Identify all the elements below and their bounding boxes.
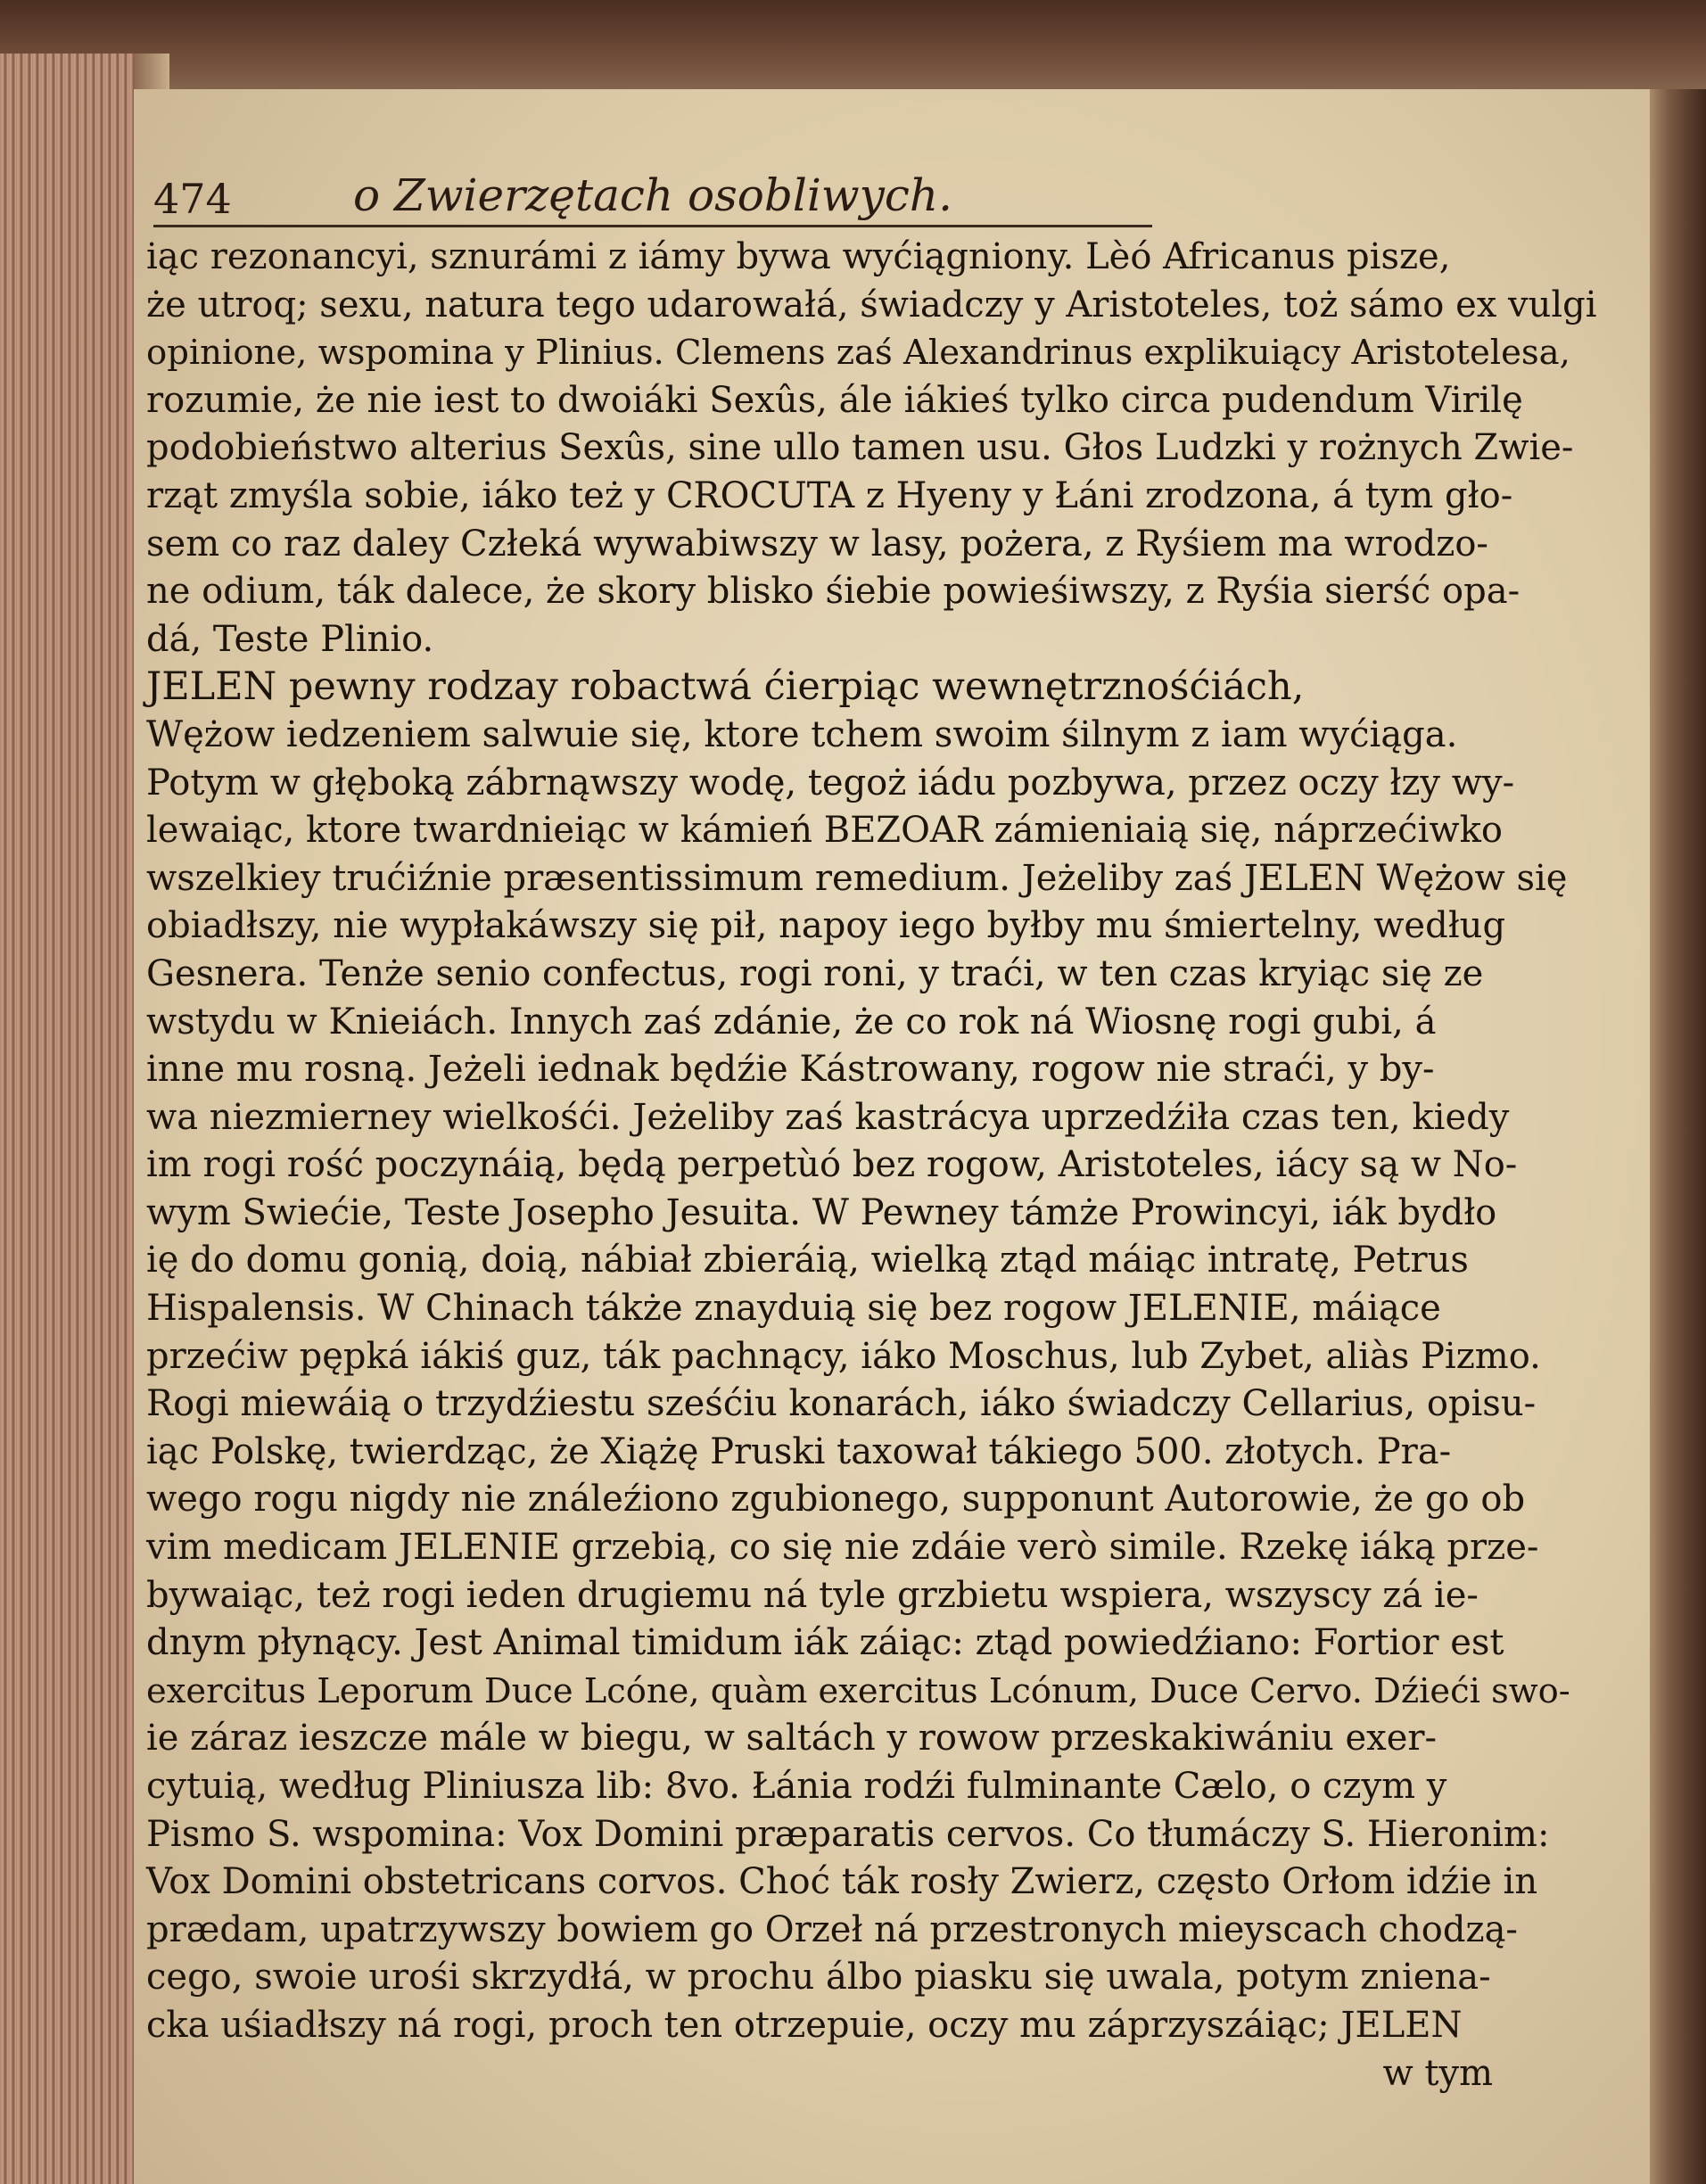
text-line: Vox Domini obstetricans corvos. Choć ták rosły Zwierz, często Orłom idźie in (146, 1861, 1538, 1903)
text-line: Hispalensis. W Chinach tákże znayduią się bez rogow JELENIE, máiące (146, 1288, 1441, 1330)
text-line: dá, Teste Plinio. (146, 618, 434, 660)
text-line: opinione, wspomina y Plinius. Clemens zaś Alexandrinus explikuiący Aristotelesa, (146, 333, 1570, 374)
body-text (146, 234, 1600, 2097)
catchword: w tym (1382, 2052, 1493, 2094)
text-line: vim medicam JELENIE grzebią, co się nie zdáie verò simile. Rzekę iáką prze- (146, 1527, 1539, 1569)
running-head (153, 169, 1152, 237)
text-line: cka uśiadłszy ná rogi, proch ten otrzepuie, oczy mu záprzyszáiąc; JELEN (146, 2004, 1463, 2046)
text-line: podobieństwo alterius Sexûs, sine ullo tamen usu. Głos Ludzki y rożnych Zwie- (146, 427, 1574, 469)
text-line: exercitus Leporum Duce Lcóne, quàm exercitus Lcónum, Duce Cervo. Dźieći swo- (146, 1670, 1570, 1711)
text-line: ie záraz ieszcze mále w biegu, w saltách y rowow przeskakiwániu exer- (146, 1718, 1438, 1760)
header-rule (153, 225, 1152, 227)
text-line: wstydu w Knieiách. Innych zaś zdánie, że co rok ná Wiosnę rogi gubi, á (146, 1001, 1437, 1043)
text-line: lewaiąc, ktore twardnieiąc w kámień BEZOAR zámieniaią się, náprzećiwko (146, 810, 1503, 852)
book-right-edge (1644, 89, 1706, 2184)
text-line: ne odium, ták dalece, że skory blisko śiebie powieśiwszy, z Ryśia sierść opa- (146, 571, 1521, 613)
text-line: obiadłszy, nie wypłakáwszy się pił, napoy iego byłby mu śmiertelny, według (146, 905, 1506, 947)
text-line: Gesnera. Tenże senio confectus, rogi roni, y traći, w ten czas kryiąc się ze (146, 952, 1484, 994)
page-edges-left (0, 54, 134, 2184)
page-number: 474 (153, 175, 232, 223)
book-top-edge (0, 0, 1706, 98)
running-title: o Zwierzętach osobliwych. (353, 169, 952, 221)
text-line: im rogi rość poczynáią, będą perpetùó bez rogow, Aristoteles, iácy są w No- (146, 1144, 1518, 1186)
text-line: rząt zmyśla sobie, iáko też y CROCUTA z Hyeny y Łáni zrodzona, á tym gło- (146, 474, 1513, 516)
text-line: sem co raz daley Człeká wywabiwszy w lasy, pożera, z Ryśiem ma wrodzo- (146, 523, 1488, 565)
text-line: Potym w głęboką zábrnąwszy wodę, tegoż iádu pozbywa, przez oczy łzy wy- (146, 762, 1515, 804)
text-line: Rogi miewáią o trzydźiestu sześćiu konarách, iáko świadczy Cellarius, opisu- (146, 1383, 1537, 1425)
text-line: że utroq; sexu, natura tego udarowałá, świadczy y Aristoteles, toż sámo ex vulgi (146, 284, 1597, 326)
text-line: Wężow iedzeniem salwuie się, ktore tchem swoim śilnym z iam wyćiąga. (146, 713, 1458, 755)
text-line: prædam, upatrzywszy bowiem go Orzeł ná przestronych mieyscach chodzą- (146, 1908, 1518, 1950)
text-line: wszelkiey trućiźnie præsentissimum remedium. Jeżeliby zaś JELEN Wężow się (146, 857, 1568, 899)
text-line: dnym płynący. Jest Animal timidum iák záiąc: ztąd powiedźiano: Fortior est (146, 1622, 1504, 1664)
text-line: wego rogu nigdy nie ználeźiono zgubionego, supponunt Autorowie, że go ob (146, 1479, 1526, 1521)
text-line: cytuią, według Pliniusza lib: 8vo. Łánia rodźi fulminante Cælo, o czym y (146, 1766, 1447, 1807)
text-line: iąc rezonancyi, sznurámi z iámy bywa wyćiągniony. Lèó Africanus pisze, (146, 236, 1451, 277)
section-heading-line: JELEN pewny rodzay robactwá ćierpiąc wewnętrznośćiách, (146, 664, 1305, 710)
text-line: wym Swiećie, Teste Josepho Jesuita. W Pewney támże Prowincyi, iák bydło (146, 1191, 1497, 1233)
text-line: bywaiąc, też rogi ieden drugiemu ná tyle grzbietu wspiera, wszyscy zá ie- (146, 1574, 1479, 1616)
text-line: wa niezmierney wielkośći. Jeżeliby zaś kastrácya uprzedźiła czas ten, kiedy (146, 1096, 1510, 1138)
text-line: rozumie, że nie iest to dwoiáki Sexûs, ále iákieś tylko circa pudendum Virilę (146, 379, 1523, 421)
text-line: inne mu rosną. Jeżeli iednak będźie Kástrowany, rogow nie straći, y by- (146, 1049, 1435, 1091)
text-line: Pismo S. wspomina: Vox Domini præparatis cervos. Co tłumáczy S. Hieronim: (146, 1813, 1550, 1855)
text-line: przećiw pępká iákiś guz, ták pachnący, iáko Moschus, lub Zybet, aliàs Pizmo. (146, 1335, 1541, 1377)
text-line: ię do domu gonią, doią, nábiał zbieráią, wielką ztąd máiąc intratę, Petrus (146, 1240, 1469, 1282)
text-line: iąc Polskę, twierdząc, że Xiążę Pruski taxował tákiego 500. złotych. Pra- (146, 1430, 1452, 1472)
text-line: cego, swoie urośi skrzydłá, w prochu álbo piasku się uwala, potym zniena- (146, 1957, 1491, 1999)
